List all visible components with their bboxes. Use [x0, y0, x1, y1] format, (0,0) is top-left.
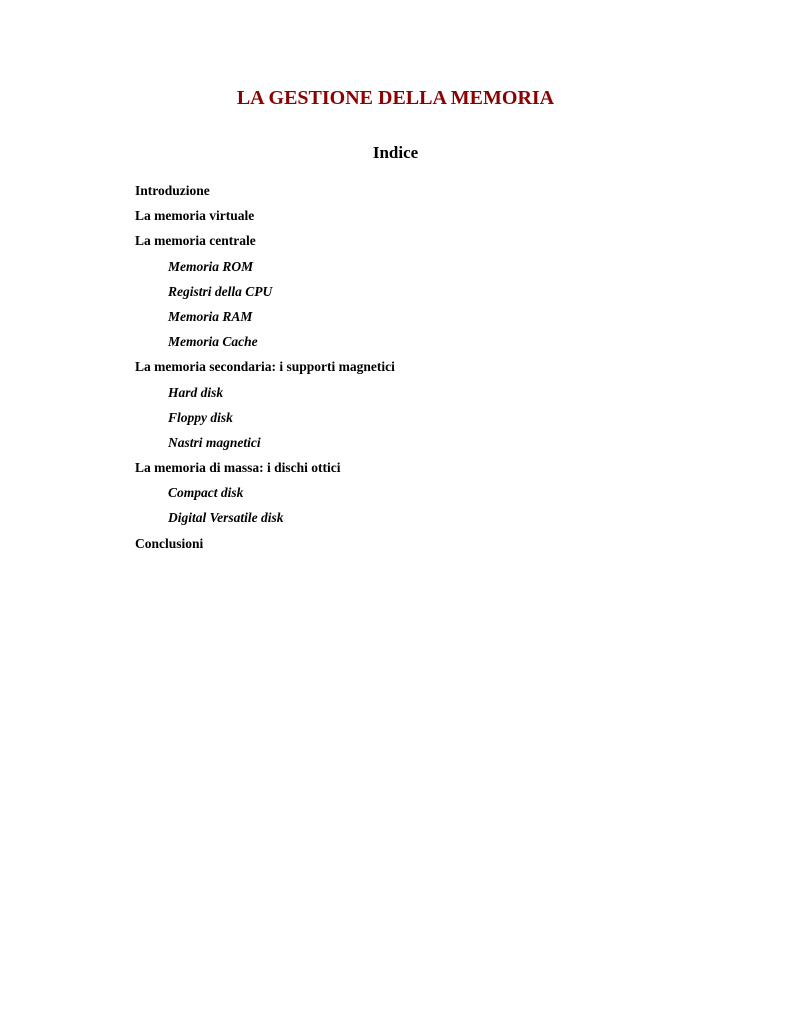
toc-subitem-compact-disk: Compact disk — [168, 485, 244, 501]
toc-subitem-memoria-ram: Memoria RAM — [168, 308, 253, 324]
document-title: LA GESTIONE DELLA MEMORIA — [236, 87, 555, 109]
toc-subitem-registri-cpu: Registri della CPU — [168, 283, 273, 299]
toc-item-conclusioni: Conclusioni — [135, 535, 204, 551]
toc-item-memoria-secondaria: La memoria secondaria: i supporti magnetici — [135, 359, 395, 375]
table-of-contents — [135, 178, 395, 556]
toc-subitem-digital-versatile-disk: Digital Versatile disk — [168, 510, 284, 526]
toc-heading: Indice — [372, 143, 419, 162]
toc-item-memoria-virtuale: La memoria virtuale — [135, 208, 255, 224]
toc-item-memoria-centrale: La memoria centrale — [135, 233, 256, 249]
toc-item-introduzione: Introduzione — [135, 183, 210, 198]
toc-subitem-memoria-rom: Memoria ROM — [168, 258, 254, 274]
toc-item-memoria-di-massa: La memoria di massa: i dischi ottici — [135, 460, 341, 476]
toc-subitem-hard-disk: Hard disk — [168, 384, 224, 400]
toc-subitem-memoria-cache: Memoria Cache — [168, 334, 258, 350]
toc-subitem-nastri-magnetici: Nastri magnetici — [168, 434, 261, 450]
toc-subitem-floppy-disk: Floppy disk — [168, 409, 233, 425]
